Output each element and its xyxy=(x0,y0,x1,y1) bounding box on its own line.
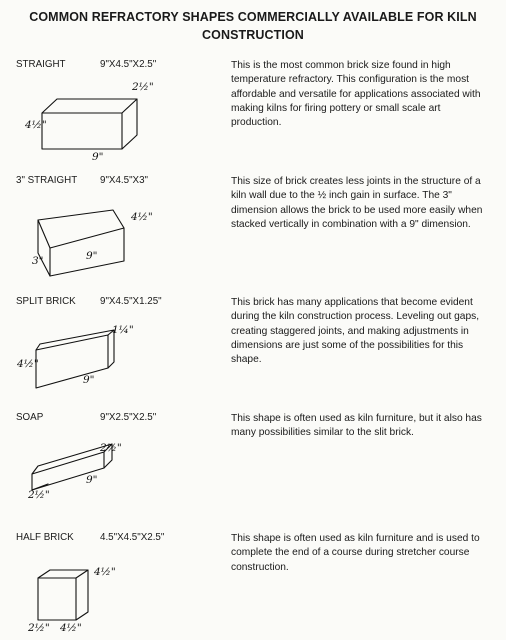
sketch-label-length: 9" xyxy=(86,250,98,262)
shape-description: This brick has many applications that become evident during the kiln construction process. Leveling out gaps, creating staggered joints, and making adjustments in dimensions are just some of the possibilities for this shape. xyxy=(231,297,480,366)
shape-dimensions: 4.5"X4.5"X2.5" xyxy=(100,532,165,543)
shape-dimensions: 9"X4.5"X3" xyxy=(100,175,149,186)
shape-name: 3" STRAIGHT xyxy=(16,175,78,186)
shape-name: HALF BRICK xyxy=(16,532,74,543)
sketch-label-length: 9" xyxy=(83,374,95,386)
shape-name: STRAIGHT xyxy=(16,59,66,70)
sketch-label-thickness: 1¼" xyxy=(112,324,134,336)
sketch-label-height: 4½" xyxy=(25,119,47,131)
sketch-label-length: 4½" xyxy=(60,622,82,634)
sketch-label-height: 4½" xyxy=(94,566,116,578)
shape-description: This size of brick creates less joints in the structure of a kiln wall due to the ½ inch gain in surface. The 3" dimension allows the brick to be used more easily when stacked vertically in combination with a 9" dimension. xyxy=(231,176,483,230)
split-brick-sketch xyxy=(24,320,174,400)
sketch-label-width: 2½" xyxy=(28,489,50,501)
sketch-label-depth: 2½" xyxy=(132,81,154,93)
shape-dimensions: 9"X2.5"X2.5" xyxy=(100,412,157,423)
shape-description: This shape is often used as kiln furniture, but it also has many possibilities similar to the slit brick. xyxy=(231,413,482,439)
shape-name: SPLIT BRICK xyxy=(16,296,76,307)
shape-description: This is the most common brick size found in high temperature refractory. This configuration is the most affordable and versatile for applications associated with making kilns for firing pottery or small scale art production. xyxy=(231,60,481,129)
shape-name: SOAP xyxy=(16,412,44,423)
page-title: COMMON REFRACTORY SHAPES COMMERCIALLY AVAILABLE FOR KILN CONSTRUCTION xyxy=(29,10,477,42)
sketch-label-depth: 3" xyxy=(32,255,44,267)
sketch-label-width: 2½" xyxy=(28,622,50,634)
sketch-label-height: 2½" xyxy=(100,442,122,454)
sketch-label-height: 4½" xyxy=(17,358,39,370)
shape-description: This shape is often used as kiln furniture and is used to complete the end of a course during stretcher course construction. xyxy=(231,533,480,573)
sketch-label-length: 9" xyxy=(86,474,98,486)
shape-dimensions: 9"X4.5"X1.25" xyxy=(100,296,162,307)
straight-brick-sketch xyxy=(30,87,180,187)
sketch-label-length: 9" xyxy=(92,151,104,163)
shape-dimensions: 9"X4.5"X2.5" xyxy=(100,59,157,70)
sketch-label-height: 4½" xyxy=(131,211,153,223)
